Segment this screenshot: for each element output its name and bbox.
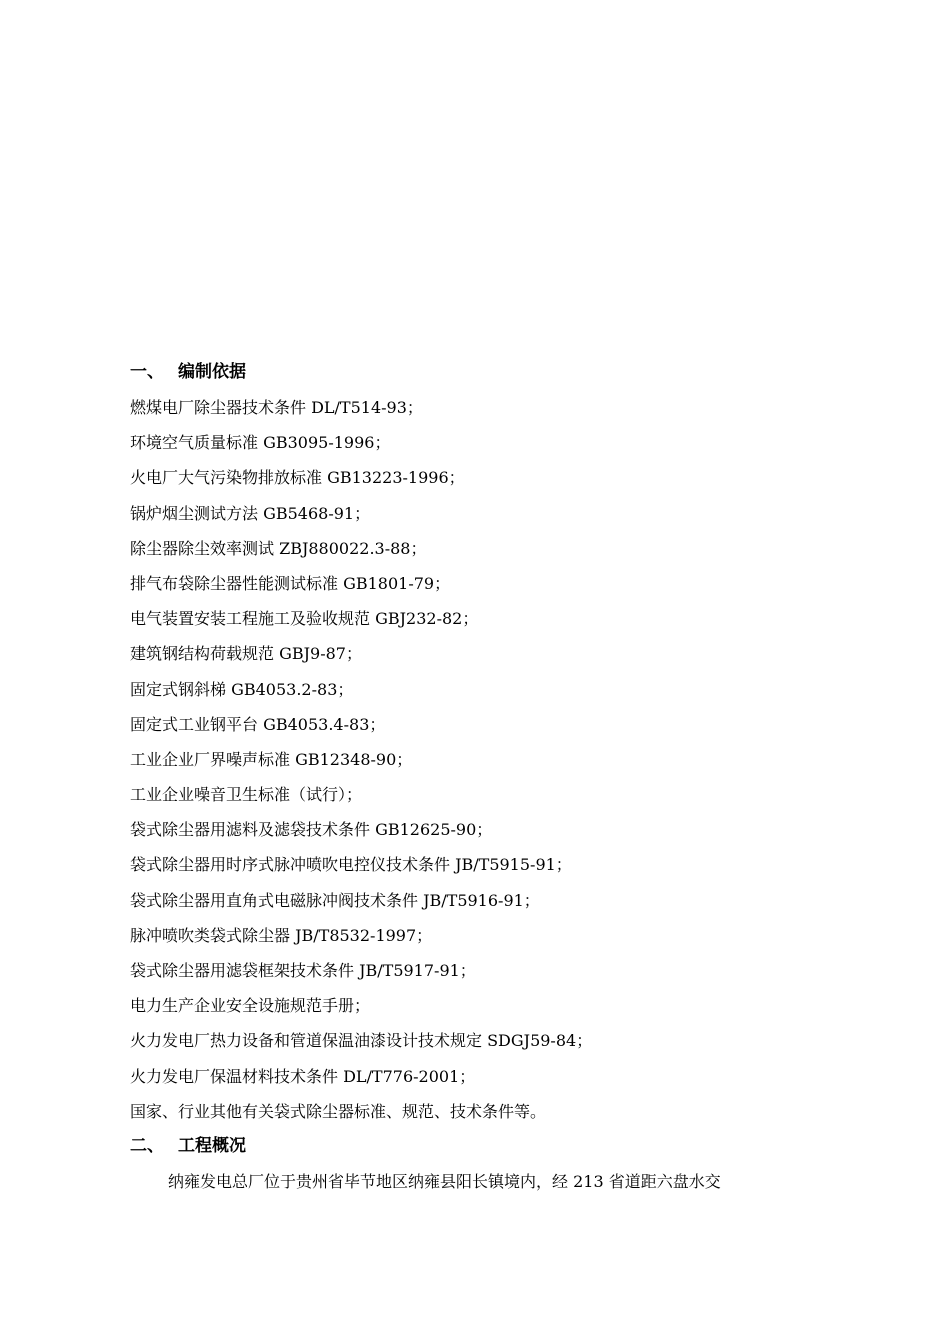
- list-item: 除尘器除尘效率测试 ZBJ880022.3-88；: [130, 538, 427, 558]
- list-item: 火电厂大气污染物排放标准 GB13223-1996；: [130, 468, 465, 488]
- list-item: 脉冲喷吹类袋式除尘器 JB/T8532-1997；: [130, 925, 433, 945]
- section-number: 一、: [130, 362, 164, 382]
- list-item: 工业企业厂界噪声标准 GB12348-90；: [130, 749, 413, 769]
- section-title: 编制依据: [178, 362, 246, 382]
- section-heading-overview: [130, 1129, 850, 1164]
- list-item: 环境空气质量标准 GB3095-1996；: [130, 433, 391, 453]
- list-item: 燃煤电厂除尘器技术条件 DL/T514-93；: [130, 398, 423, 417]
- list-item: 电力生产企业安全设施规范手册；: [130, 996, 371, 1016]
- list-item: 袋式除尘器用时序式脉冲喷吹电控仪技术条件 JB/T5915-91；: [130, 855, 572, 875]
- list-item: 火力发电厂保温材料技术条件 DL/T776-2001；: [130, 1066, 476, 1086]
- section-title: 工程概况: [178, 1135, 246, 1156]
- list-item: 袋式除尘器用滤袋框架技术条件 JB/T5917-91；: [130, 961, 476, 980]
- document-body: [130, 355, 850, 1199]
- list-item: 固定式工业钢平台 GB4053.4-83；: [130, 714, 386, 734]
- standards-list: [130, 390, 850, 1129]
- section-heading-basis: [130, 355, 850, 390]
- list-item: 电气装置安装工程施工及验收规范 GBJ232-82；: [130, 609, 479, 629]
- list-item: 建筑钢结构荷载规范 GBJ9-87；: [130, 644, 362, 664]
- list-item: 锅炉烟尘测试方法 GB5468-91；: [130, 503, 371, 523]
- list-item: 国家、行业其他有关袋式除尘器标准、规范、技术条件等。: [130, 1101, 547, 1121]
- section-number: 二、: [130, 1135, 164, 1156]
- list-item: 工业企业噪音卫生标准（试行）；: [130, 785, 363, 805]
- list-item: 袋式除尘器用直角式电磁脉冲阀技术条件 JB/T5916-91；: [130, 890, 540, 910]
- list-item: 排气布袋除尘器性能测试标准 GB1801-79；: [130, 573, 451, 593]
- list-item: 袋式除尘器用滤料及滤袋技术条件 GB12625-90；: [130, 820, 493, 840]
- list-item: 火力发电厂热力设备和管道保温油漆设计技术规定 SDGJ59-84；: [130, 1031, 593, 1051]
- overview-paragraph: 纳雍发电总厂位于贵州省毕节地区纳雍县阳长镇境内，经 213 省道距六盘水交: [168, 1171, 721, 1191]
- list-item: 固定式钢斜梯 GB4053.2-83；: [130, 679, 354, 699]
